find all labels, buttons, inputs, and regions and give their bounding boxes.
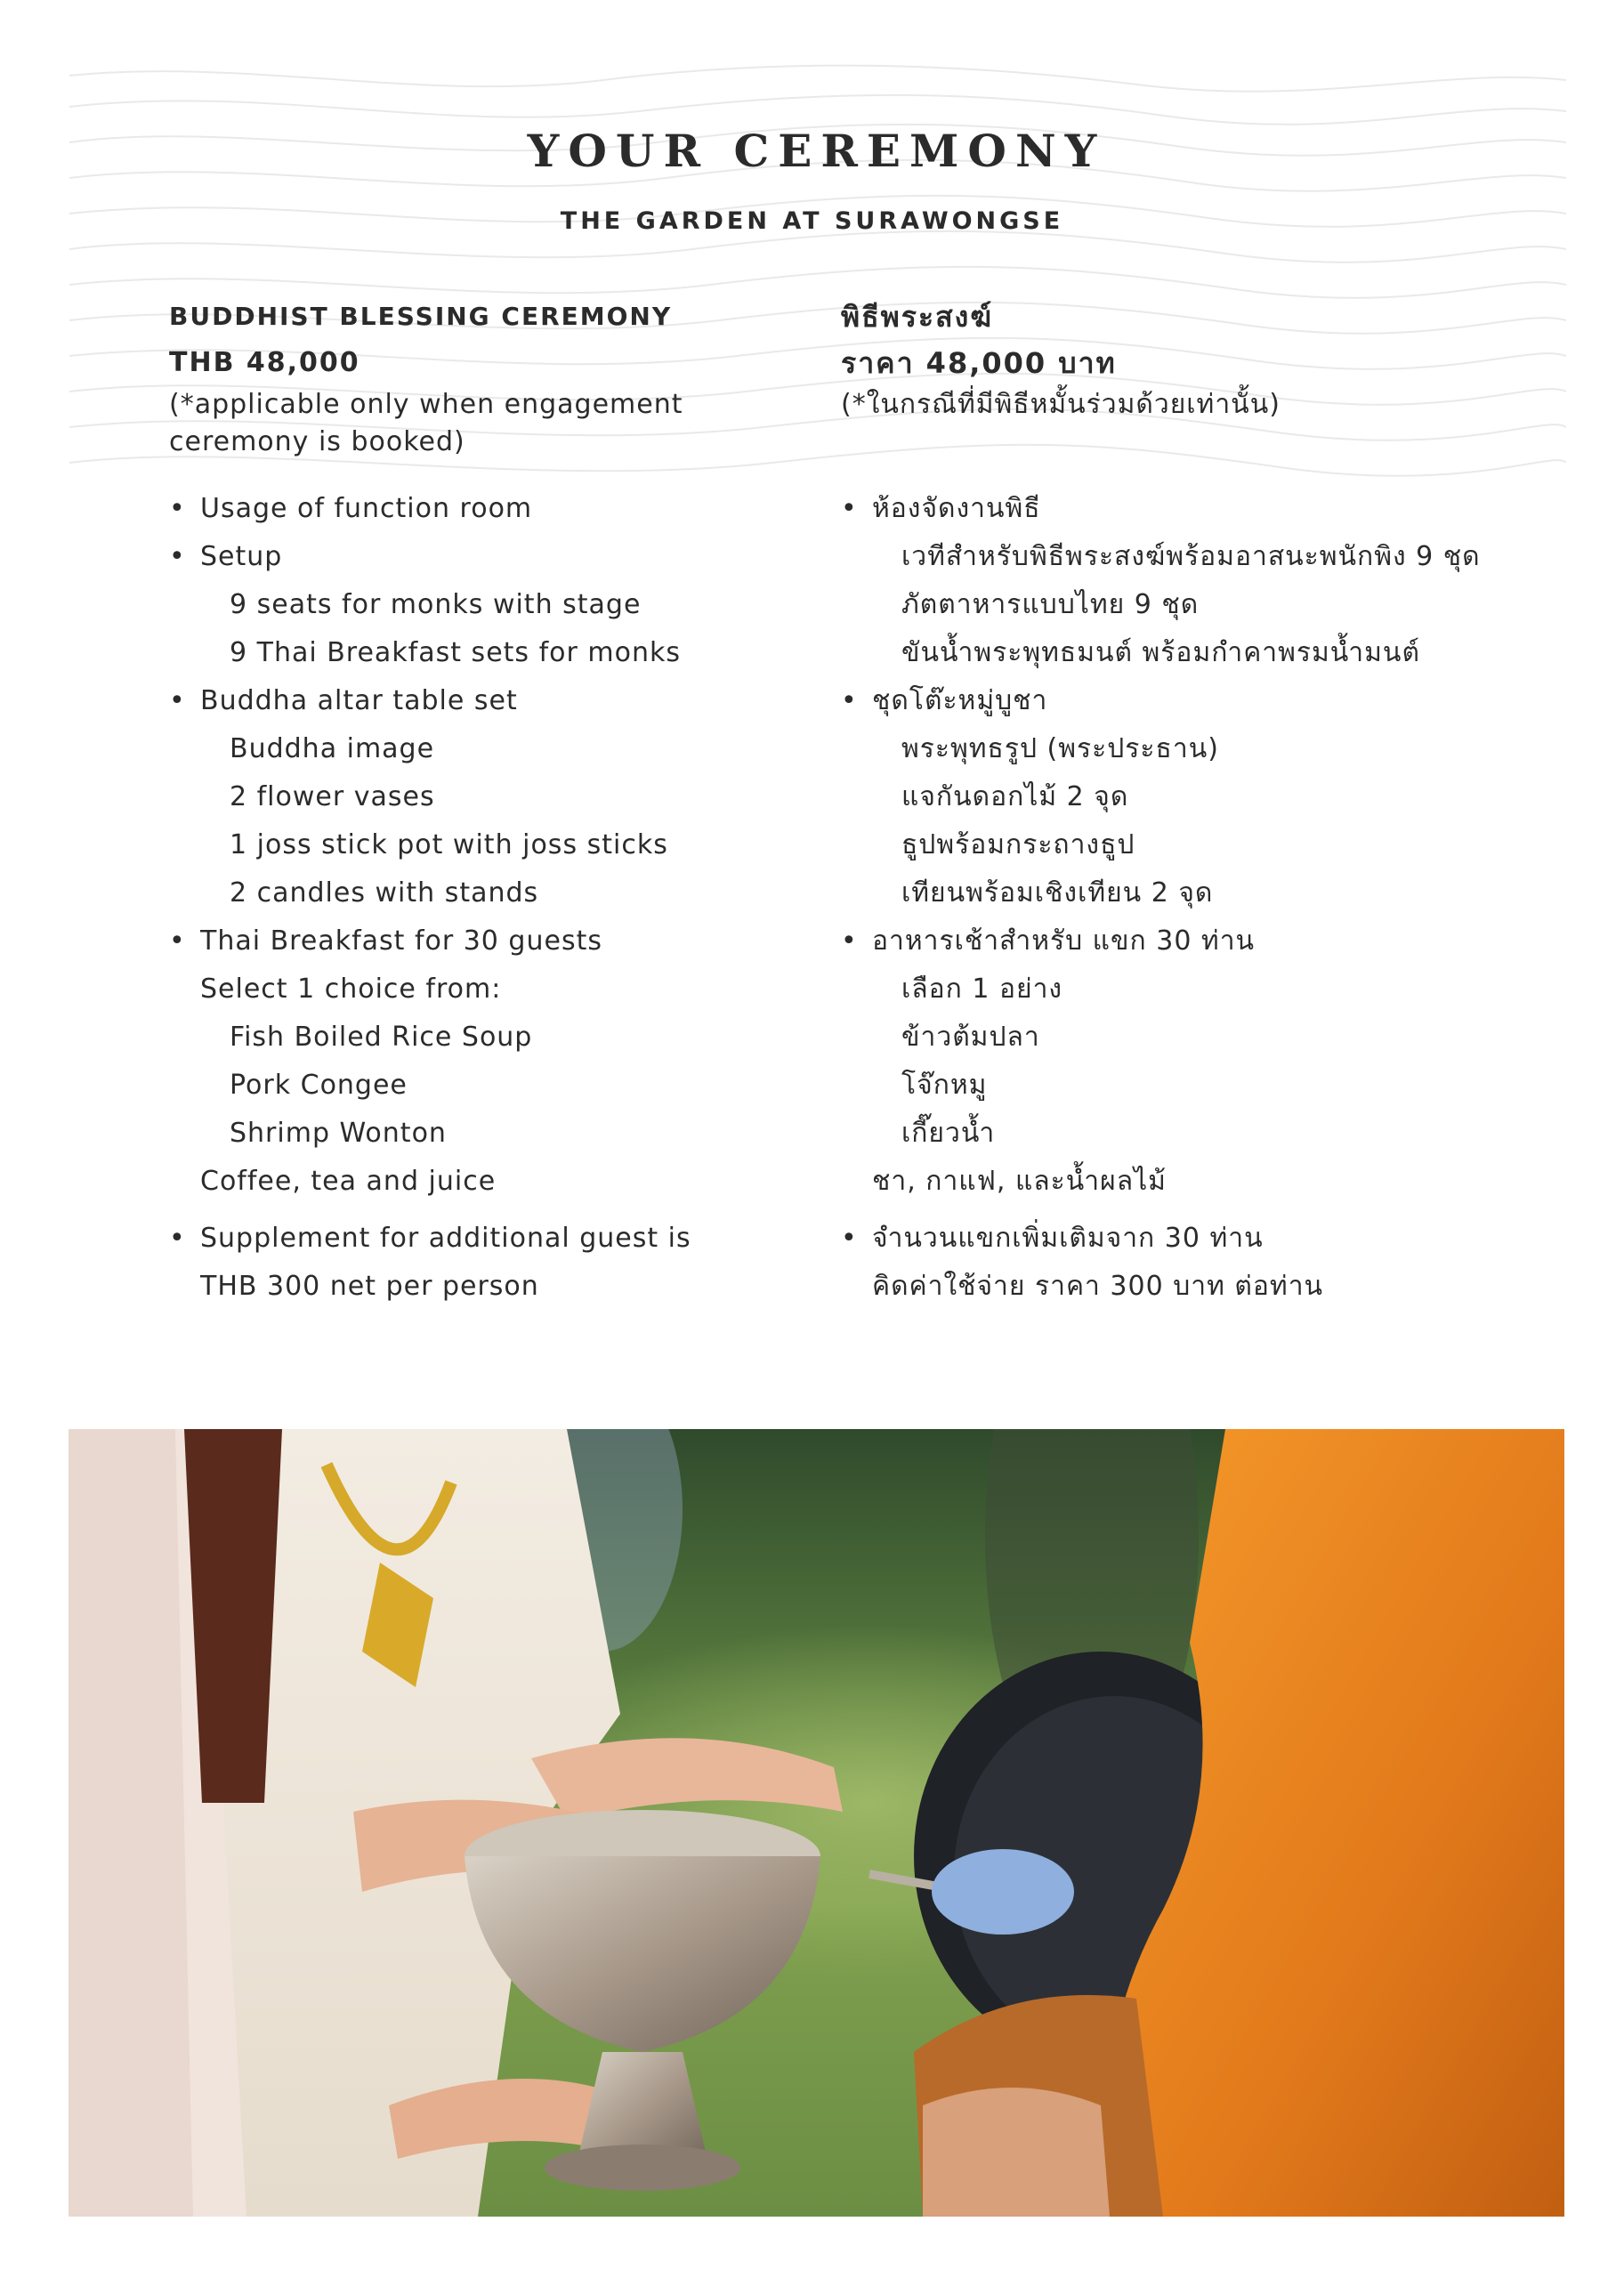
- list-subitem: Fish Boiled Rice Soup: [230, 1022, 533, 1053]
- list-subitem: 9 seats for monks with stage: [230, 589, 642, 620]
- bullet-icon: •: [841, 685, 858, 716]
- list-subitem: Select 1 choice from:: [200, 973, 502, 1005]
- list-item: • Thai Breakfast for 30 guests: [169, 917, 810, 965]
- list-subitem: ชา, กาแฟ, และน้ำผลไม้: [872, 1166, 1167, 1197]
- page-header: [0, 125, 1624, 235]
- thai-note: (*ในกรณีที่มีพิธีหมั้นร่วมด้วยเท่านั้น): [841, 389, 1281, 420]
- list-item: • Setup: [169, 533, 810, 581]
- list-item: • จำนวนแขกเพิ่มเติมจาก 30 ท่าน: [841, 1215, 1606, 1263]
- list-item: • ห้องจัดงานพิธี: [841, 485, 1606, 533]
- list-item: • อาหารเช้าสำหรับ แขก 30 ท่าน: [841, 917, 1606, 965]
- thai-intro: [841, 294, 1553, 424]
- bullet-icon: •: [841, 925, 858, 957]
- list-item: • Buddha altar table set: [169, 677, 810, 725]
- list-subitem: คิดค่าใช้จ่าย ราคา 300 บาท ต่อท่าน: [872, 1271, 1324, 1302]
- list-subitem: 2 flower vases: [230, 781, 435, 812]
- list-item: • Supplement for additional guest is: [169, 1215, 810, 1263]
- list-subitem: เทียนพร้อมเชิงเทียน 2 จุด: [901, 877, 1214, 909]
- bullet-icon: •: [169, 541, 186, 572]
- bullet-icon: •: [169, 685, 186, 716]
- list-subitem: เวทีสำหรับพิธีพระสงฆ์พร้อมอาสนะพนักพิง 9 ชุด: [901, 541, 1481, 572]
- list-subitem: ข้าวต้มปลา: [901, 1022, 1040, 1053]
- bullet-icon: •: [841, 1223, 858, 1254]
- ceremony-photo: [69, 1429, 1564, 2217]
- bullet-icon: •: [841, 493, 858, 524]
- list-subitem: โจ๊กหมู: [901, 1070, 988, 1101]
- venue-subtitle: THE GARDEN AT SURAWONGSE: [560, 207, 1064, 235]
- list-subitem: ธูปพร้อมกระถางธูป: [901, 829, 1135, 860]
- list-subitem: แจกันดอกไม้ 2 จุด: [901, 781, 1129, 812]
- thai-price: ราคา 48,000 บาท: [841, 346, 1117, 380]
- bullet-icon: •: [169, 493, 186, 524]
- list-subitem: 9 Thai Breakfast sets for monks: [230, 637, 681, 668]
- thai-inclusions: [841, 485, 1606, 1311]
- list-item: • Usage of function room: [169, 485, 810, 533]
- list-subitem: 2 candles with stands: [230, 877, 539, 909]
- english-price: THB 48,000: [169, 347, 360, 378]
- list-subitem: เลือก 1 อย่าง: [901, 973, 1063, 1005]
- english-heading: BUDDHIST BLESSING CEREMONY: [169, 302, 673, 331]
- list-subitem: ขันน้ำพระพุทธมนต์ พร้อมกำคาพรมน้ำมนต์: [901, 637, 1420, 668]
- list-subitem: Shrimp Wonton: [230, 1118, 447, 1149]
- english-inclusions: [169, 485, 810, 1311]
- bullet-icon: •: [169, 925, 186, 957]
- list-item: • ชุดโต๊ะหมู่บูชา: [841, 677, 1606, 725]
- english-note-line1: (*applicable only when engagement: [169, 389, 683, 420]
- list-subitem: Coffee, tea and juice: [200, 1166, 497, 1197]
- list-subitem: เกี๊ยวน้ำ: [901, 1118, 996, 1149]
- list-subitem: ภัตตาหารแบบไทย 9 ชุด: [901, 589, 1200, 620]
- list-subitem: Buddha image: [230, 733, 435, 764]
- list-subitem: พระพุทธรูป (พระประธาน): [901, 733, 1219, 764]
- list-subitem: 1 joss stick pot with joss sticks: [230, 829, 668, 860]
- english-note-line2: ceremony is booked): [169, 426, 465, 457]
- list-subitem: THB 300 net per person: [200, 1271, 539, 1302]
- list-subitem: Pork Congee: [230, 1070, 408, 1101]
- thai-heading: พิธีพระสงฆ์: [841, 300, 993, 334]
- page-title: YOUR CEREMONY: [527, 125, 1106, 177]
- bullet-icon: •: [169, 1223, 186, 1254]
- english-intro: [169, 294, 810, 461]
